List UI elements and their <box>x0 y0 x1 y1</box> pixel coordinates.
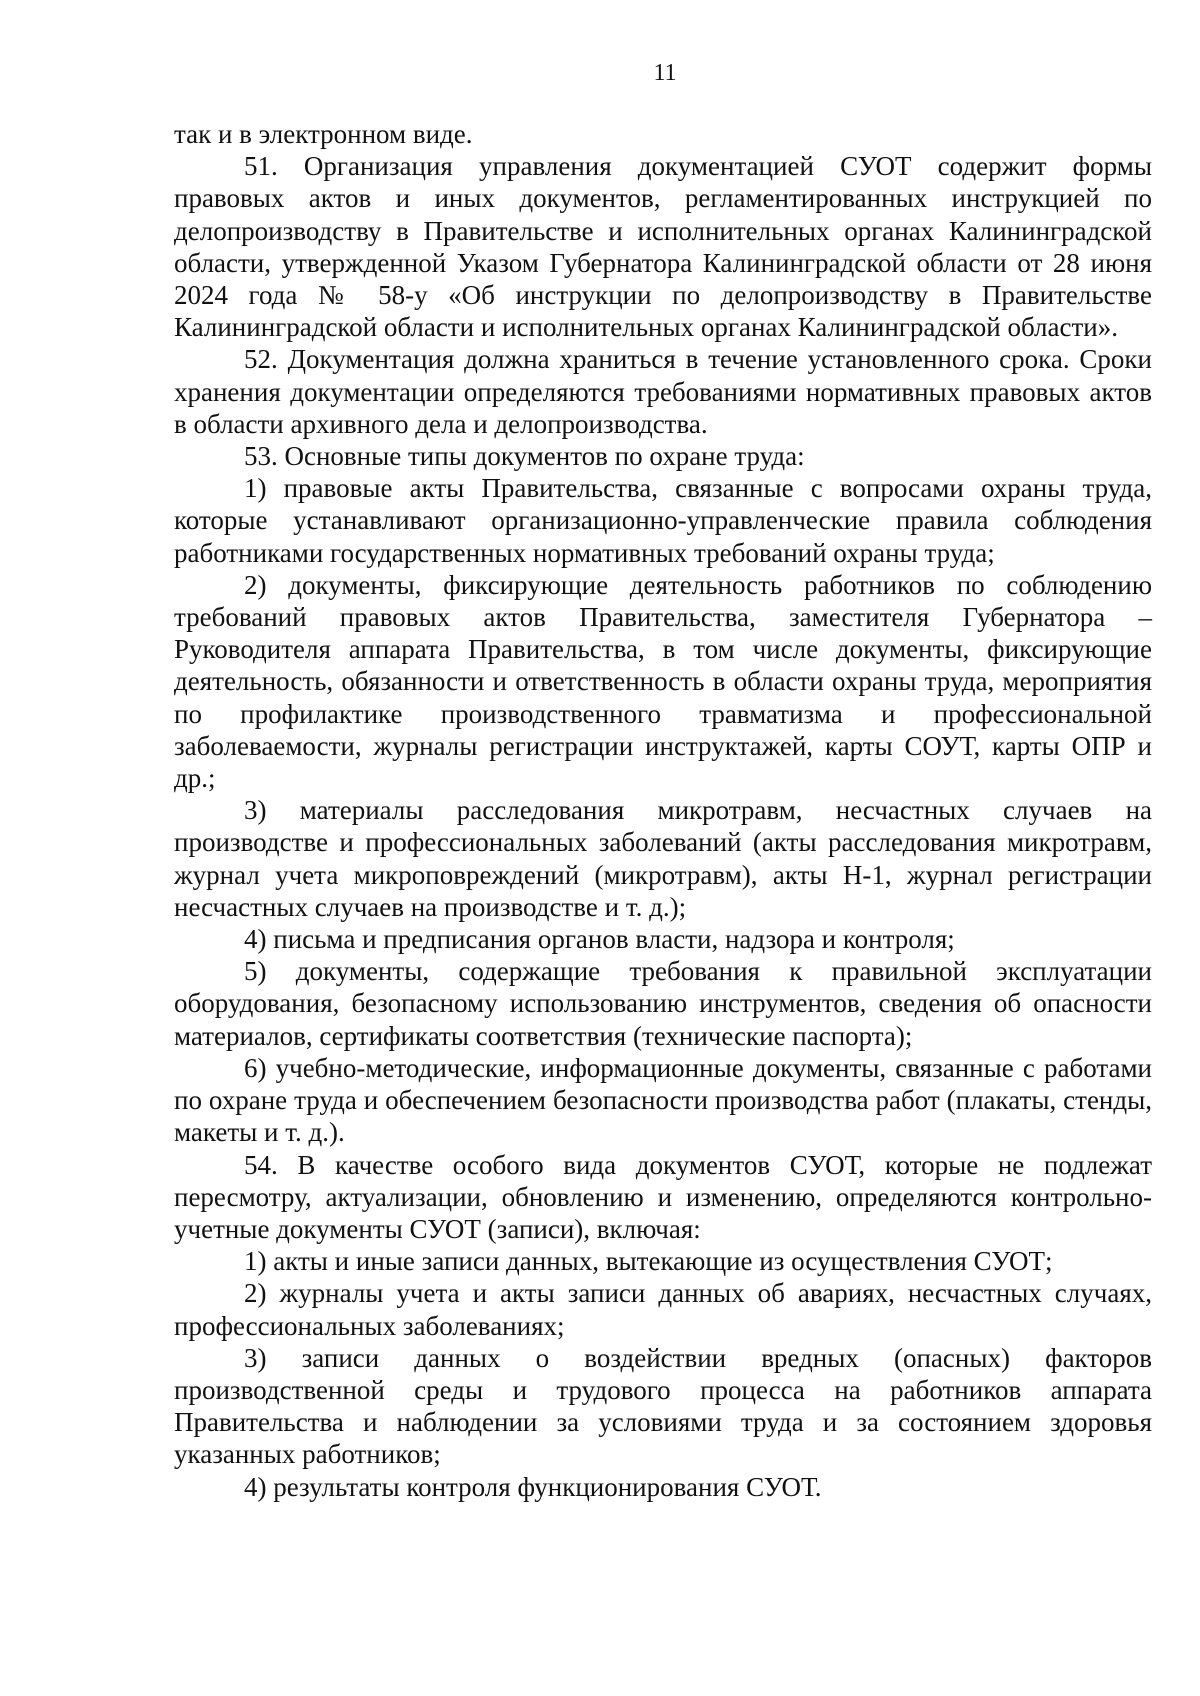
document-body <box>174 118 1152 1503</box>
paragraph-53: 53. Основные типы документов по охране труда: <box>244 441 805 472</box>
list-item-53-2: 2) документы, фиксирующие деятельность работников по соблюдению требований правовых актов Правительства, заместителя Губернатора – Руководителя аппарата Правительства, в том числе документы, фиксирующие деятельность, обязанности и ответственность в области охраны труда, мероприятия по профилактике производственного травматизма и профессиональной заболеваемости, журналы регистрации инструктажей, карты СОУТ, карты ОПР и др.; <box>174 569 1152 794</box>
list-item-53-1: 1) правовые акты Правительства, связанные с вопросами охраны труда, которые устанавливают организационно-управленческие правила соблюдения работниками государственных нормативных требований охраны труда; <box>174 473 1152 568</box>
paragraph-51: 51. Организация управления документацией СУОТ содержит формы правовых актов и иных документов, регламентированных инструкцией по делопроизводству в Правительстве и исполнительных органах Калининградской области, утвержденной Указом Губернатора Калининградской области от 28 июня 2024 года № 58-у «Об инструкции по делопроизводству в Правительстве Калининградской области и исполнительных органах Калининградской области». <box>174 151 1152 343</box>
list-item-53-3: 3) материалы расследования микротравм, несчастных случаев на производстве и профессиональных заболеваний (акты расследования микротравм, журнал учета микроповреждений (микротравм), акты Н-1, журнал регистрации несчастных случаев на производстве и т. д.); <box>174 795 1152 922</box>
list-item-54-4: 4) результаты контроля функционирования СУОТ. <box>244 1471 822 1502</box>
list-item-53-5: 5) документы, содержащие требования к правильной эксплуатации оборудования, безопасному использованию инструментов, сведения об опасности материалов, сертификаты соответствия (технические паспорта); <box>174 956 1152 1051</box>
paragraph-continuation: так и в электронном виде. <box>174 119 473 149</box>
paragraph-54: 54. В качестве особого вида документов СУОТ, которые не подлежат пересмотру, актуализации, обновлению и изменению, определяются контрольно-учетные документы СУОТ (записи), включая: <box>174 1149 1152 1244</box>
list-item-54-1: 1) акты и иные записи данных, вытекающие из осуществления СУОТ; <box>244 1246 1053 1277</box>
list-item-53-6: 6) учебно-методические, информационные документы, связанные с работами по охране труда и обеспечением безопасности производства работ (плакаты, стенды, макеты и т. д.). <box>174 1052 1152 1148</box>
list-item-53-4: 4) письма и предписания органов власти, надзора и контроля; <box>244 924 955 955</box>
list-item-54-3: 3) записи данных о воздействии вредных (опасных) факторов производственной среды и трудового процесса на работников аппарата Правительства и наблюдении за условиями труда и за состоянием здоровья указанных работников; <box>174 1342 1152 1470</box>
page-number: 11 <box>653 60 677 86</box>
paragraph-52: 52. Документация должна храниться в течение установленного срока. Сроки хранения документации определяются требованиями нормативных правовых актов в области архивного дела и делопроизводства. <box>174 344 1152 439</box>
list-item-54-2: 2) журналы учета и акты записи данных об авариях, несчастных случаях, профессиональных заболеваниях; <box>174 1278 1152 1341</box>
